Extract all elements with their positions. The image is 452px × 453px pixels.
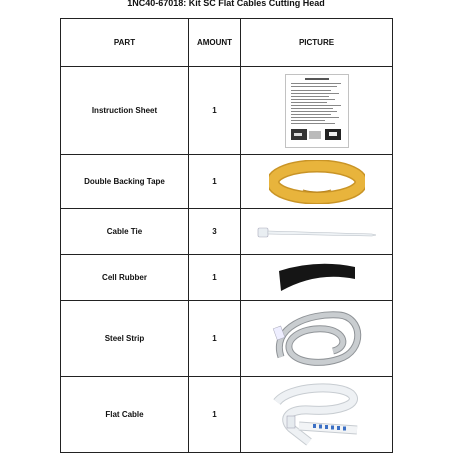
amount-cell: 1: [189, 377, 241, 453]
part-cell: Instruction Sheet: [61, 67, 189, 155]
picture-cell: [241, 377, 393, 453]
instruction-sheet-image: [285, 74, 349, 148]
amount-cell: 1: [189, 301, 241, 377]
double-backing-tape-image: [269, 160, 365, 204]
parts-table: [60, 18, 393, 453]
table-row: [61, 67, 393, 155]
amount-cell: 1: [189, 155, 241, 209]
picture-cell: [241, 67, 393, 155]
header-picture: PICTURE: [241, 19, 393, 67]
table-row: [61, 255, 393, 301]
part-cell: Cell Rubber: [61, 255, 189, 301]
part-cell: Double Backing Tape: [61, 155, 189, 209]
table-row: [61, 155, 393, 209]
document-title: 1NC40-67018: Kit SC Flat Cables Cutting Head: [127, 0, 325, 8]
table-row: [61, 209, 393, 255]
cable-tie-image: [256, 223, 378, 241]
part-cell: Cable Tie: [61, 209, 189, 255]
part-cell: Flat Cable: [61, 377, 189, 453]
picture-cell: [241, 255, 393, 301]
cell-rubber-image: [277, 261, 357, 295]
amount-cell: 3: [189, 209, 241, 255]
part-cell: Steel Strip: [61, 301, 189, 377]
picture-cell: [241, 301, 393, 377]
amount-cell: 1: [189, 255, 241, 301]
steel-strip-image: [269, 307, 365, 371]
picture-cell: [241, 155, 393, 209]
table-row: [61, 301, 393, 377]
flat-cable-image: [269, 382, 365, 448]
picture-cell: [241, 209, 393, 255]
header-amount: AMOUNT: [189, 19, 241, 67]
header-row: [61, 19, 393, 67]
amount-cell: 1: [189, 67, 241, 155]
table-row: [61, 377, 393, 453]
header-part: PART: [61, 19, 189, 67]
